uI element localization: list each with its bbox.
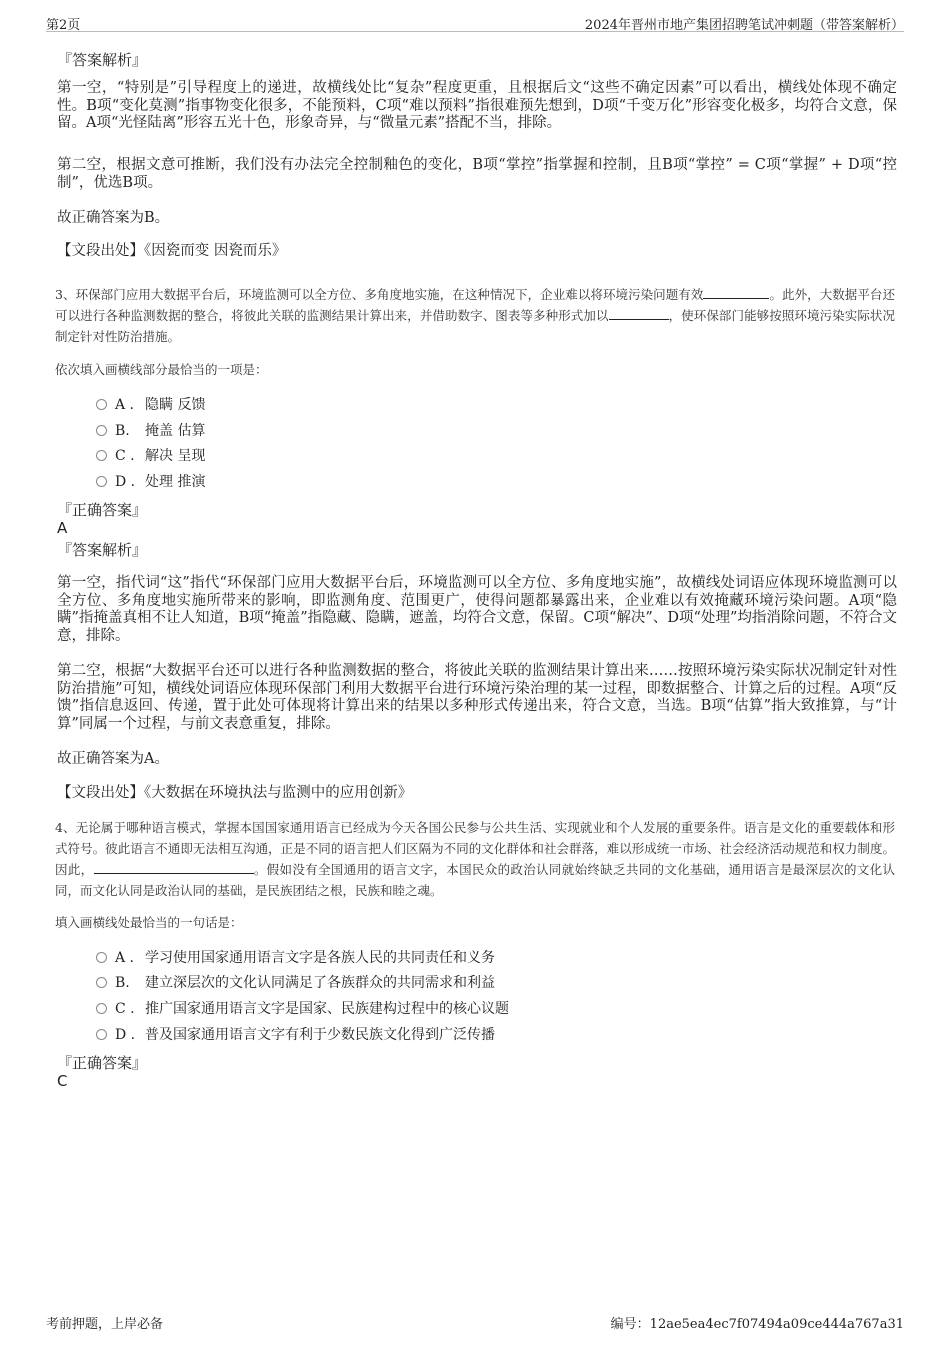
q3-option-d[interactable]: D . 处理 推演 [96, 473, 205, 491]
blank-1 [94, 862, 254, 874]
analysis-label: 『答案解析』 [57, 51, 148, 69]
radio-icon[interactable] [96, 476, 107, 487]
page-number: 第2页 [46, 18, 81, 33]
radio-icon[interactable] [96, 952, 107, 963]
q4-option-a[interactable]: A . 学习使用国家通用语言文字是各族人民的共同责任和义务 [96, 949, 495, 967]
source-citation: 【文段出处】《大数据在环境执法与监测中的应用创新》 [57, 785, 413, 801]
correct-answer-label: 『正确答案』 [57, 1054, 148, 1072]
footer-slogan: 考前押题，上岸必备 [46, 1317, 164, 1332]
q4-option-b[interactable]: B. 建立深层次的文化认同满足了各族群众的共同需求和利益 [96, 974, 495, 992]
radio-icon[interactable] [96, 977, 107, 988]
q3-option-a[interactable]: A . 隐瞒 反馈 [96, 396, 205, 414]
blank-2 [609, 308, 669, 320]
q3-option-b[interactable]: B. 掩盖 估算 [96, 422, 205, 440]
analysis-paragraph-1: 第一空，指代词“这”指代“环保部门应用大数据平台后，环境监测可以全方位、多角度地实施”，故横线处词语应体现环境监测可以全方位、多角度地实施所带来的影响，即监测角度、范围更广，使得问题都暴露出来，企业难以有效掩藏环境污染问题。A项“隐瞒”指掩盖真相不让人知道，B项“掩盖”指隐藏、隐瞒，遮盖，均符合文意，保留。C项“解决”、D项“处理”均指消除问题，不符合文意，排除。 [57, 575, 897, 644]
q4-option-d[interactable]: D . 普及国家通用语言文字有利于少数民族文化得到广泛传播 [96, 1026, 495, 1044]
correct-answer-label: 『正确答案』 [57, 501, 148, 519]
radio-icon[interactable] [96, 1003, 107, 1014]
correct-answer: C [57, 1072, 68, 1090]
question-4-prompt: 填入画横线处最恰当的一句话是： [55, 915, 243, 930]
question-3-text: 3、环保部门应用大数据平台后，环境监测可以全方位、多角度地实施，在这种情况下，企业难以将环境污染问题有效 。此外，大数据平台还可以进行各种监测数据的整合，将彼此关联的监测结果计算出来，并借助数字、图表等多种形式加以 ，使环保部门能够按照环境污染实际状况制定针对性防治措施。 [55, 287, 895, 344]
analysis-label: 『答案解析』 [57, 541, 148, 559]
q3-option-c[interactable]: C . 解决 呈现 [96, 447, 205, 465]
analysis-paragraph-1: 第一空，“特别是”引导程度上的递进，故横线处比“复杂”程度更重，且根据后文“这些不确定因素”可以看出，横线处体现不确定性。B项“变化莫测”指事物变化很多，不能预料，C项“难以预料”指很难预先想到，D项“千变万化”形容变化极多，均符合文意，保留。A项“光怪陆离”形容五光十色，形象奇异，与“微量元素”搭配不当，排除。 [57, 80, 897, 132]
page-header [46, 12, 904, 32]
correct-answer: A [57, 519, 68, 537]
analysis-paragraph-2: 第二空，根据“大数据平台还可以进行各种监测数据的整合，将彼此关联的监测结果计算出来……按照环境污染实际状况制定针对性防治措施”可知，横线处词语应体现环保部门利用大数据平台进行环境污染治理的某一过程，即数据整合、计算之后的过程。A项“反馈”指信息返回、传递，置于此处可体现将计算出来的结果以多种形式传递出来，符合文意，当选。B项“估算”指大致推算，与“计算”同属一个过程，与前文表意重复，排除。 [57, 663, 897, 732]
document-id: 编号：12ae5ea4ec7f07494a09ce444a767a31 [610, 1317, 904, 1332]
q4-option-c[interactable]: C . 推广国家通用语言文字是国家、民族建构过程中的核心议题 [96, 1000, 509, 1018]
radio-icon[interactable] [96, 1029, 107, 1040]
analysis-conclusion: 故正确答案为A。 [57, 751, 169, 767]
radio-icon[interactable] [96, 399, 107, 410]
document-title: 2024年晋州市地产集团招聘笔试冲刺题（带答案解析） [584, 18, 904, 33]
analysis-paragraph-2: 第二空，根据文意可推断，我们没有办法完全控制釉色的变化，B项“掌控”指掌握和控制，且B项“掌控” = C项“掌握” + D项“控制”，优选B项。 [57, 157, 897, 191]
radio-icon[interactable] [96, 425, 107, 436]
question-3-prompt: 依次填入画横线部分最恰当的一项是： [55, 362, 268, 377]
analysis-conclusion: 故正确答案为B。 [57, 210, 170, 226]
blank-1 [703, 287, 769, 299]
question-4-text: 4、无论属于哪种语言模式，掌握本国国家通用语言已经成为今天各国公民参与公共生活、实现就业和个人发展的重要条件。语言是文化的重要载体和形式符号。彼此语言不通即无法相互沟通，正是不同的语言把人们区隔为不同的文化群体和社会群落，难以形成统一市场、社会经济活动规范和权力制度。因此， 。假如没有全国通用的语言文字，本国民众的政治认同就始终缺乏共同的文化基础，通用语言是最深层次的文化认同，而文化认同是政治认同的基础，是民族团结之根，民族和睦之魂。 [55, 820, 895, 898]
radio-icon[interactable] [96, 450, 107, 461]
source-citation: 【文段出处】《因瓷而变 因瓷而乐》 [57, 243, 287, 259]
